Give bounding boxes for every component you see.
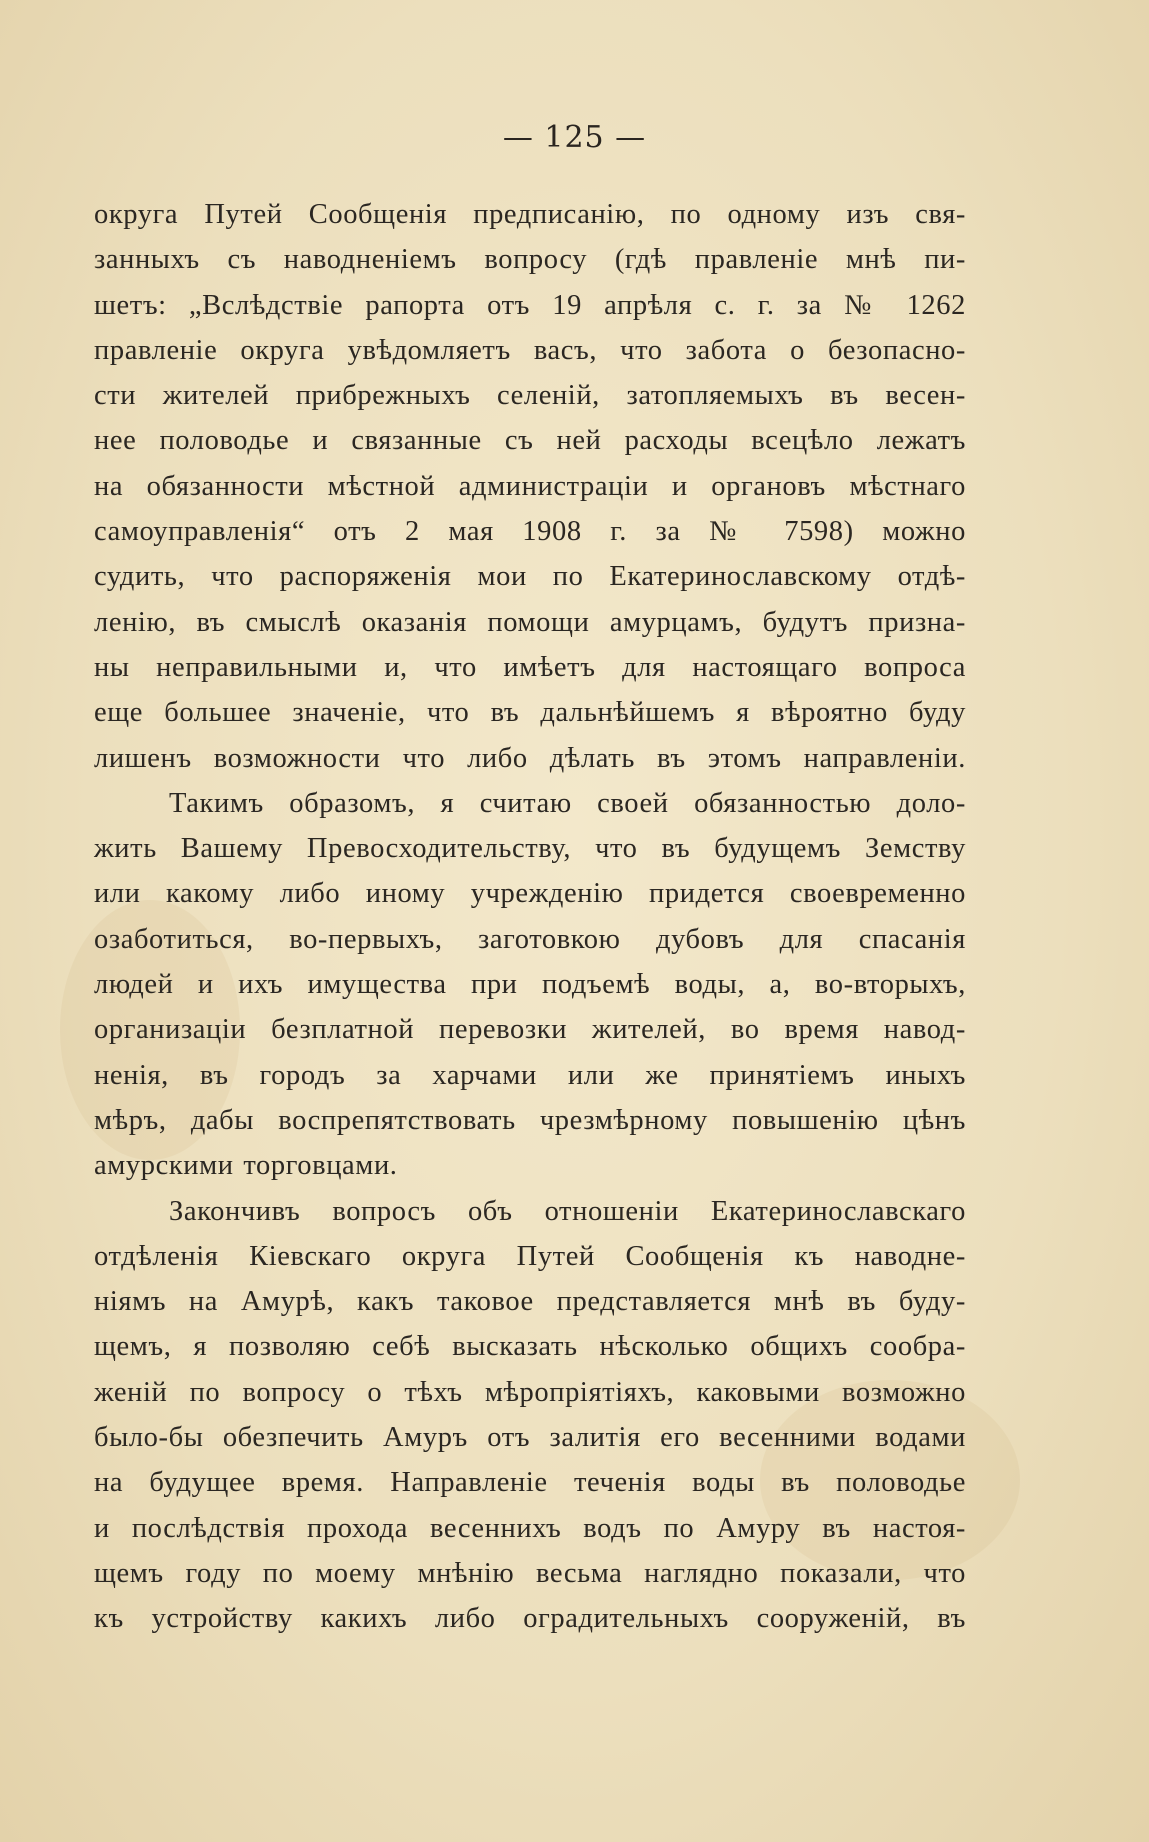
text-line: щемъ году по моему мнѣнію весьма наглядно показали, что (94, 1557, 966, 1589)
text-line: мѣръ, дабы воспрепятствовать чрезмѣрному повышенію цѣнъ (94, 1104, 966, 1136)
text-line: лишенъ возможности что либо дѣлать въ этомъ направленіи. (94, 742, 966, 774)
text-line: къ устройству какихъ либо оградительныхъ сооруженій, въ (94, 1603, 966, 1635)
text-line: ніямъ на Амурѣ, какъ таковое представляется мнѣ въ буду- (94, 1286, 966, 1318)
text-line: еще большее значеніе, что въ дальнѣйшемъ я вѣроятно буду (94, 697, 966, 729)
page-number: — 125 — (502, 120, 647, 155)
text-line: ненія, въ городъ за харчами или же принятіемъ иныхъ (94, 1059, 966, 1091)
text-line: или какому либо иному учрежденію придется своевременно (94, 878, 966, 910)
text-line: щемъ, я позволяю себѣ высказать нѣсколько общихъ сообра- (94, 1331, 966, 1363)
text-line: Такимъ образомъ, я считаю своей обязанностью доло- (169, 787, 966, 819)
text-line: шетъ: „Вслѣдствіе рапорта отъ 19 апрѣля с. г. за № 1262 (94, 289, 966, 321)
text-line: сти жителей прибрежныхъ селеній, затопляемыхъ въ весен- (94, 380, 966, 412)
text-line: озаботиться, во-первыхъ, заготовкою дубовъ для спасанія (94, 923, 966, 955)
text-line: правленіе округа увѣдомляетъ васъ, что забота о безопасно- (94, 334, 966, 366)
text-line: было-бы обезпечить Амуръ отъ залитія его весенними водами (94, 1422, 966, 1454)
text-line: Закончивъ вопросъ объ отношеніи Екатеринославскаго (169, 1195, 966, 1227)
text-line: амурскими торговцами. (94, 1150, 398, 1182)
text-line: округа Путей Сообщенія предписанію, по одному изъ свя- (94, 199, 966, 230)
text-line: нее половодье и связанные съ ней расходы всецѣло лежатъ (94, 425, 966, 457)
text-line: на будущее время. Направленіе теченія воды въ половодье (94, 1467, 966, 1499)
text-line: на обязанности мѣстной администраціи и органовъ мѣстнаго (94, 470, 966, 502)
text-line: ленію, въ смыслѣ оказанія помощи амурцамъ, будутъ призна- (94, 606, 966, 638)
text-line: организаціи безплатной перевозки жителей, во время навод- (94, 1014, 966, 1046)
text-line: женій по вопросу о тѣхъ мѣропріятіяхъ, каковыми возможно (94, 1376, 966, 1408)
body-text (94, 192, 966, 1642)
text-line: занныхъ съ наводненіемъ вопросу (гдѣ правленіе мнѣ пи- (94, 244, 966, 276)
text-line: ны неправильными и, что имѣетъ для настоящаго вопроса (94, 651, 966, 683)
text-line: людей и ихъ имущества при подъемѣ воды, а, во-вторыхъ, (94, 969, 966, 1001)
text-line: самоуправленія“ отъ 2 мая 1908 г. за № 7598) можно (94, 516, 966, 548)
text-line: и послѣдствія прохода весеннихъ водъ по Амуру въ настоя- (94, 1512, 966, 1544)
text-line: жить Вашему Превосходительству, что въ будущемъ Земству (94, 833, 966, 865)
text-line: судить, что распоряженія мои по Екатеринославскому отдѣ- (94, 561, 966, 593)
text-line: отдѣленія Кіевскаго округа Путей Сообщенія къ наводне- (94, 1240, 966, 1272)
